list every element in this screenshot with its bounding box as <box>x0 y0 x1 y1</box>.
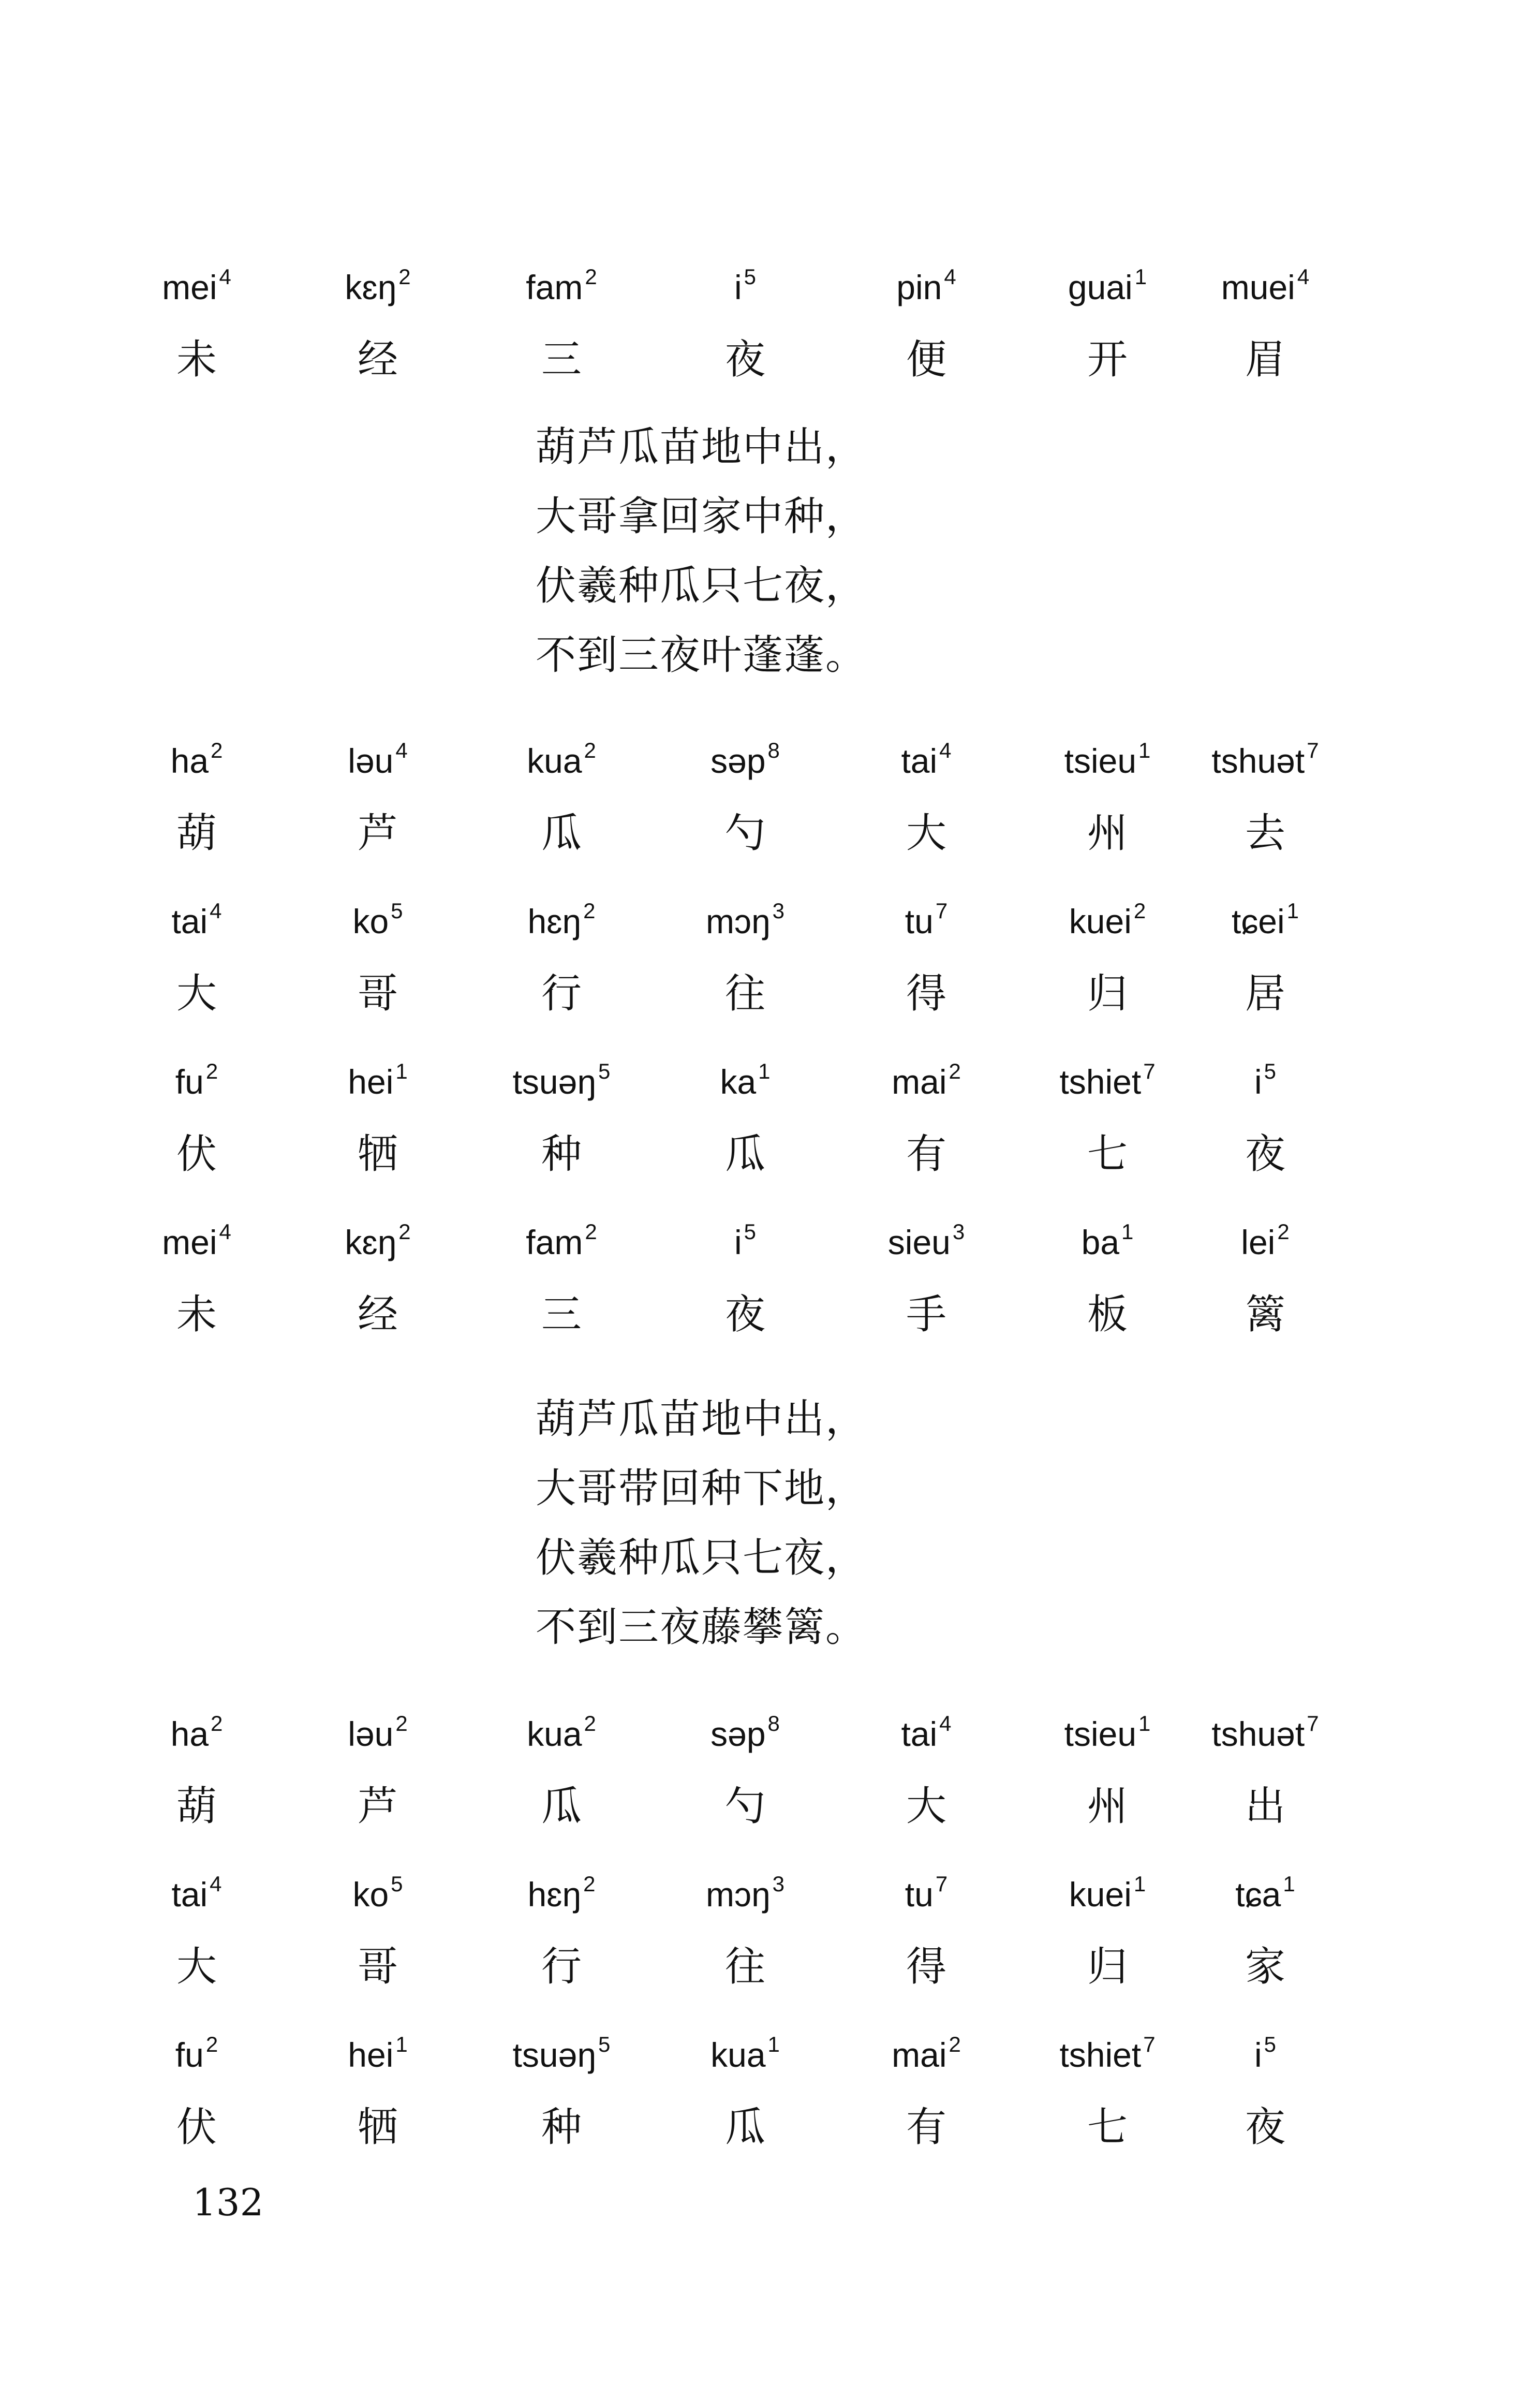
gloss-row <box>155 1700 1325 1861</box>
gloss-cell <box>300 727 455 872</box>
hanzi: 去 <box>1245 810 1285 857</box>
hanzi: 夜 <box>1245 2104 1285 2151</box>
gloss-cell <box>119 254 274 399</box>
romanization: fam$^2$ <box>526 264 597 306</box>
hanzi: 瓜 <box>541 1783 582 1830</box>
hanzi: 大 <box>906 810 946 857</box>
romanization: $ba^1$ <box>1081 1219 1134 1261</box>
hanzi: 归 <box>1087 1944 1128 1990</box>
gloss-cell <box>1030 2021 1185 2166</box>
romanization: mɔŋ$^3$ <box>705 1871 785 1914</box>
hanzi: 往 <box>724 1944 765 1990</box>
gloss-row <box>155 888 1325 1048</box>
gloss-block-1 <box>155 254 1325 414</box>
gloss-cell <box>484 2021 639 2166</box>
hanzi: 夜 <box>724 1291 765 1338</box>
hanzi: 大 <box>176 1944 217 1990</box>
gloss-cell <box>119 888 274 1033</box>
hanzi: 板 <box>1087 1291 1128 1338</box>
gloss-cell <box>300 1048 455 1193</box>
romanization: ləu$^2$ <box>348 1711 408 1753</box>
romanization: tsieu$^1$ <box>1064 738 1151 780</box>
gloss-cell <box>300 2021 455 2166</box>
gloss-cell <box>849 2021 1004 2166</box>
hanzi: 七 <box>1087 1131 1128 1178</box>
verse-line: 伏羲种瓜只七夜， <box>536 1535 867 1581</box>
hanzi: 得 <box>906 1944 946 1990</box>
verse-line: 大哥带回种下地， <box>536 1465 867 1512</box>
verse-1 <box>536 413 1001 690</box>
hanzi: 种 <box>541 1131 582 1178</box>
hanzi: 七 <box>1087 2104 1128 2151</box>
hanzi: 大 <box>176 970 217 1017</box>
romanization: mei$^4$ <box>162 264 231 306</box>
romanization: tsuəŋ$^5$ <box>512 1058 611 1101</box>
gloss-cell <box>1188 1700 1343 1845</box>
gloss-cell <box>1030 1048 1185 1193</box>
gloss-cell <box>668 254 823 399</box>
hanzi: 葫 <box>176 810 217 857</box>
gloss-cell <box>1188 1048 1343 1193</box>
gloss-cell <box>668 1209 823 1354</box>
hanzi: 开 <box>1087 336 1128 383</box>
gloss-cell <box>849 1861 1004 2006</box>
romanization: tshiet$^7$ <box>1059 1058 1156 1101</box>
hanzi: 行 <box>541 970 582 1017</box>
hanzi: 家 <box>1245 1944 1285 1990</box>
gloss-cell <box>668 727 823 872</box>
gloss-cell <box>1030 1700 1185 1845</box>
hanzi: 篱 <box>1245 1291 1285 1338</box>
romanization: pin$^4$ <box>896 264 956 306</box>
gloss-cell <box>849 254 1004 399</box>
gloss-cell <box>300 888 455 1033</box>
gloss-cell <box>668 1048 823 1193</box>
verse-2 <box>536 1385 1001 1662</box>
hanzi: 三 <box>541 336 582 383</box>
hanzi: 居 <box>1245 970 1285 1017</box>
romanization: tai$^4$ <box>901 1711 952 1753</box>
romanization: $ko^5$ <box>352 1871 403 1914</box>
gloss-row <box>155 1209 1325 1369</box>
hanzi: 哥 <box>357 970 398 1017</box>
hanzi: 未 <box>176 1291 217 1338</box>
romanization: $ko^5$ <box>352 898 403 940</box>
hanzi: 哥 <box>357 1944 398 1990</box>
hanzi: 经 <box>357 336 398 383</box>
gloss-cell <box>849 1048 1004 1193</box>
gloss-cell <box>668 2021 823 2166</box>
romanization: tai$^4$ <box>171 898 222 940</box>
romanization: $i^5$ <box>1254 2032 1277 2074</box>
romanization: muei$^4$ <box>1221 264 1310 306</box>
romanization: tshuət$^7$ <box>1211 1711 1319 1753</box>
hanzi: 葫 <box>176 1783 217 1830</box>
hanzi: 得 <box>906 970 946 1017</box>
gloss-cell <box>484 888 639 1033</box>
romanization: kua$^2$ <box>527 1711 596 1753</box>
romanization: hɛŋ$^2$ <box>527 898 596 940</box>
gloss-cell <box>849 727 1004 872</box>
gloss-cell <box>484 254 639 399</box>
gloss-cell <box>1030 1209 1185 1354</box>
verse-line: 伏羲种瓜只七夜， <box>536 563 867 609</box>
verse-line: 不到三夜叶蓬蓬。 <box>536 632 867 679</box>
romanization: tɕei$^1$ <box>1231 898 1299 940</box>
hanzi: 勺 <box>724 1783 765 1830</box>
verse-line: 不到三夜藤攀篱。 <box>536 1604 867 1651</box>
gloss-cell <box>119 1048 274 1193</box>
gloss-cell <box>849 1209 1004 1354</box>
gloss-cell <box>484 1048 639 1193</box>
hanzi: 州 <box>1087 810 1128 857</box>
hanzi: 夜 <box>724 336 765 383</box>
hanzi: 伏 <box>176 2104 217 2151</box>
hanzi: 芦 <box>357 810 398 857</box>
romanization: $fu^2$ <box>175 2032 218 2074</box>
gloss-cell <box>119 1861 274 2006</box>
gloss-row <box>155 1861 1325 2021</box>
romanization: kua$^2$ <box>527 738 596 780</box>
hanzi: 三 <box>541 1291 582 1338</box>
romanization: kɛŋ$^2$ <box>345 264 411 306</box>
hanzi: 出 <box>1245 1783 1285 1830</box>
hanzi: 手 <box>906 1291 946 1338</box>
hanzi: 经 <box>357 1291 398 1338</box>
romanization: $ha^2$ <box>170 738 223 780</box>
romanization: tshiet$^7$ <box>1059 2032 1156 2074</box>
page-number: 132 <box>192 2181 264 2224</box>
romanization: $tu^7$ <box>905 1871 948 1914</box>
romanization: $ka^1$ <box>720 1058 771 1101</box>
hanzi: 州 <box>1087 1783 1128 1830</box>
gloss-cell <box>119 1700 274 1845</box>
romanization: kɛŋ$^2$ <box>345 1219 411 1261</box>
hanzi: 眉 <box>1245 336 1285 383</box>
romanization: fam$^2$ <box>526 1219 597 1261</box>
gloss-cell <box>1188 1861 1343 2006</box>
hanzi: 夜 <box>1245 1131 1285 1178</box>
gloss-cell <box>300 1700 455 1845</box>
hanzi: 行 <box>541 1944 582 1990</box>
romanization: səp$^8$ <box>710 738 780 780</box>
hanzi: 伏 <box>176 1131 217 1178</box>
romanization: kua$^1$ <box>710 2032 780 2074</box>
gloss-cell <box>1030 888 1185 1033</box>
romanization: mei$^4$ <box>162 1219 231 1261</box>
gloss-cell <box>1188 2021 1343 2166</box>
hanzi: 便 <box>906 336 946 383</box>
romanization: sieu$^3$ <box>887 1219 965 1261</box>
gloss-cell <box>484 1209 639 1354</box>
gloss-cell <box>1188 254 1343 399</box>
romanization: tai$^4$ <box>901 738 952 780</box>
hanzi: 有 <box>906 2104 946 2151</box>
gloss-cell <box>300 254 455 399</box>
hanzi: 瓜 <box>724 1131 765 1178</box>
gloss-cell <box>1188 727 1343 872</box>
romanization: $tu^7$ <box>905 898 948 940</box>
romanization: səp$^8$ <box>710 1711 780 1753</box>
romanization: kuei$^1$ <box>1069 1871 1146 1914</box>
romanization: $ha^2$ <box>170 1711 223 1753</box>
verse-line: 大哥拿回家中种， <box>536 493 867 540</box>
romanization: tshuət$^7$ <box>1211 738 1319 780</box>
gloss-cell <box>668 1861 823 2006</box>
romanization: mɔŋ$^3$ <box>705 898 785 940</box>
gloss-cell <box>668 1700 823 1845</box>
hanzi: 瓜 <box>724 2104 765 2151</box>
hanzi: 牺 <box>357 2104 398 2151</box>
romanization: ləu$^4$ <box>348 738 408 780</box>
romanization: hei$^1$ <box>348 1058 408 1101</box>
hanzi: 瓜 <box>541 810 582 857</box>
romanization: hɛŋ$^2$ <box>527 1871 596 1914</box>
gloss-cell <box>1188 1209 1343 1354</box>
hanzi: 勺 <box>724 810 765 857</box>
gloss-cell <box>1188 888 1343 1033</box>
romanization: tɕa$^1$ <box>1235 1871 1295 1914</box>
gloss-cell <box>1030 1861 1185 2006</box>
romanization: tai$^4$ <box>171 1871 222 1914</box>
gloss-cell <box>484 1700 639 1845</box>
gloss-cell <box>119 1209 274 1354</box>
hanzi: 未 <box>176 336 217 383</box>
verse-line: 葫芦瓜苗地中出， <box>536 424 867 470</box>
hanzi: 牺 <box>357 1131 398 1178</box>
romanization: tsuəŋ$^5$ <box>512 2032 611 2074</box>
gloss-cell <box>668 888 823 1033</box>
romanization: $i^5$ <box>734 264 757 306</box>
gloss-cell <box>300 1209 455 1354</box>
romanization: tsieu$^1$ <box>1064 1711 1151 1753</box>
hanzi: 往 <box>724 970 765 1017</box>
gloss-cell <box>1030 727 1185 872</box>
gloss-block-3 <box>155 1700 1325 2182</box>
romanization: mai$^2$ <box>892 2032 961 2074</box>
gloss-row <box>155 254 1325 414</box>
hanzi: 大 <box>906 1783 946 1830</box>
gloss-cell <box>119 2021 274 2166</box>
gloss-cell <box>849 888 1004 1033</box>
gloss-cell <box>119 727 274 872</box>
romanization: $fu^2$ <box>175 1058 218 1101</box>
romanization: lei$^2$ <box>1241 1219 1290 1261</box>
romanization: kuei$^2$ <box>1069 898 1146 940</box>
gloss-cell <box>484 727 639 872</box>
hanzi: 芦 <box>357 1783 398 1830</box>
verse-line: 葫芦瓜苗地中出， <box>536 1396 867 1443</box>
gloss-row <box>155 1048 1325 1209</box>
gloss-row <box>155 727 1325 888</box>
gloss-cell <box>484 1861 639 2006</box>
romanization: $i^5$ <box>734 1219 757 1261</box>
gloss-cell <box>300 1861 455 2006</box>
gloss-cell <box>1030 254 1185 399</box>
gloss-cell <box>849 1700 1004 1845</box>
hanzi: 种 <box>541 2104 582 2151</box>
hanzi: 归 <box>1087 970 1128 1017</box>
romanization: guai$^1$ <box>1068 264 1147 306</box>
gloss-row <box>155 2021 1325 2182</box>
romanization: hei$^1$ <box>348 2032 408 2074</box>
romanization: $i^5$ <box>1254 1058 1277 1101</box>
gloss-block-2 <box>155 727 1325 1369</box>
romanization: mai$^2$ <box>892 1058 961 1101</box>
hanzi: 有 <box>906 1131 946 1178</box>
